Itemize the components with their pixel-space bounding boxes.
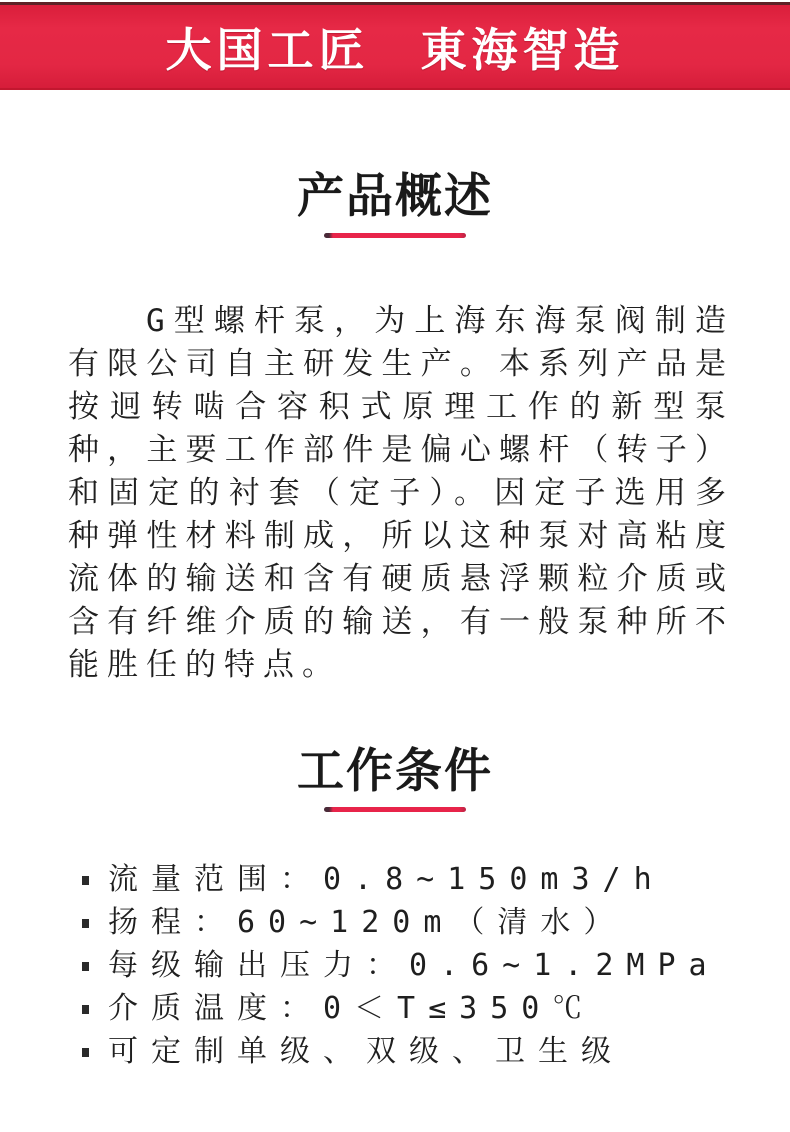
- condition-item-label: 每级输出压力：0.6~1.2MPa: [108, 948, 720, 984]
- bullet-icon: [82, 876, 89, 885]
- condition-item-customization: [82, 1036, 790, 1068]
- bullet-icon: [82, 1048, 89, 1057]
- condition-item-medium-temperature: [82, 993, 790, 1025]
- overview-title-underline: [324, 233, 466, 238]
- overview-section-title: 产品概述: [297, 169, 493, 222]
- conditions-section-title: 工作条件: [297, 743, 493, 797]
- condition-item-head: [82, 907, 790, 939]
- condition-item-stage-pressure: [82, 950, 790, 982]
- section-working-conditions: [0, 745, 790, 1069]
- condition-item-label: 可定制单级、双级、卫生级: [108, 1034, 624, 1070]
- condition-item-label: 扬程：60~120m（清水）: [108, 905, 627, 941]
- conditions-title-underline: [324, 807, 466, 812]
- conditions-list: [82, 864, 790, 1068]
- condition-item-label: 流量范围：0.8~150m3/h: [108, 862, 665, 898]
- bullet-icon: [82, 1005, 89, 1014]
- brand-banner: [0, 2, 790, 90]
- bullet-icon: [82, 919, 89, 928]
- condition-item-flow-range: [82, 864, 790, 896]
- condition-item-label: 介质温度：0＜T≤350℃: [108, 991, 596, 1027]
- product-detail-page: [0, 2, 790, 1132]
- banner-title: 大国工匠 東海智造: [165, 23, 625, 76]
- bullet-icon: [82, 962, 89, 971]
- section-product-overview: [0, 170, 790, 687]
- overview-paragraph: G型螺杆泵，为上海东海泵阀制造有限公司自主研发生产。本系列产品是按迥转啮合容积式原理工作的新型泵种，主要工作部件是偏心螺杆（转子）和固定的衬套（定子）。因定子选用多种弹性材料制成，所以这种泵对高粘度流体的输送和含有硬质悬浮颗粒介质或含有纤维介质的输送，有一般泵种所不能胜任的特点。: [68, 302, 734, 683]
